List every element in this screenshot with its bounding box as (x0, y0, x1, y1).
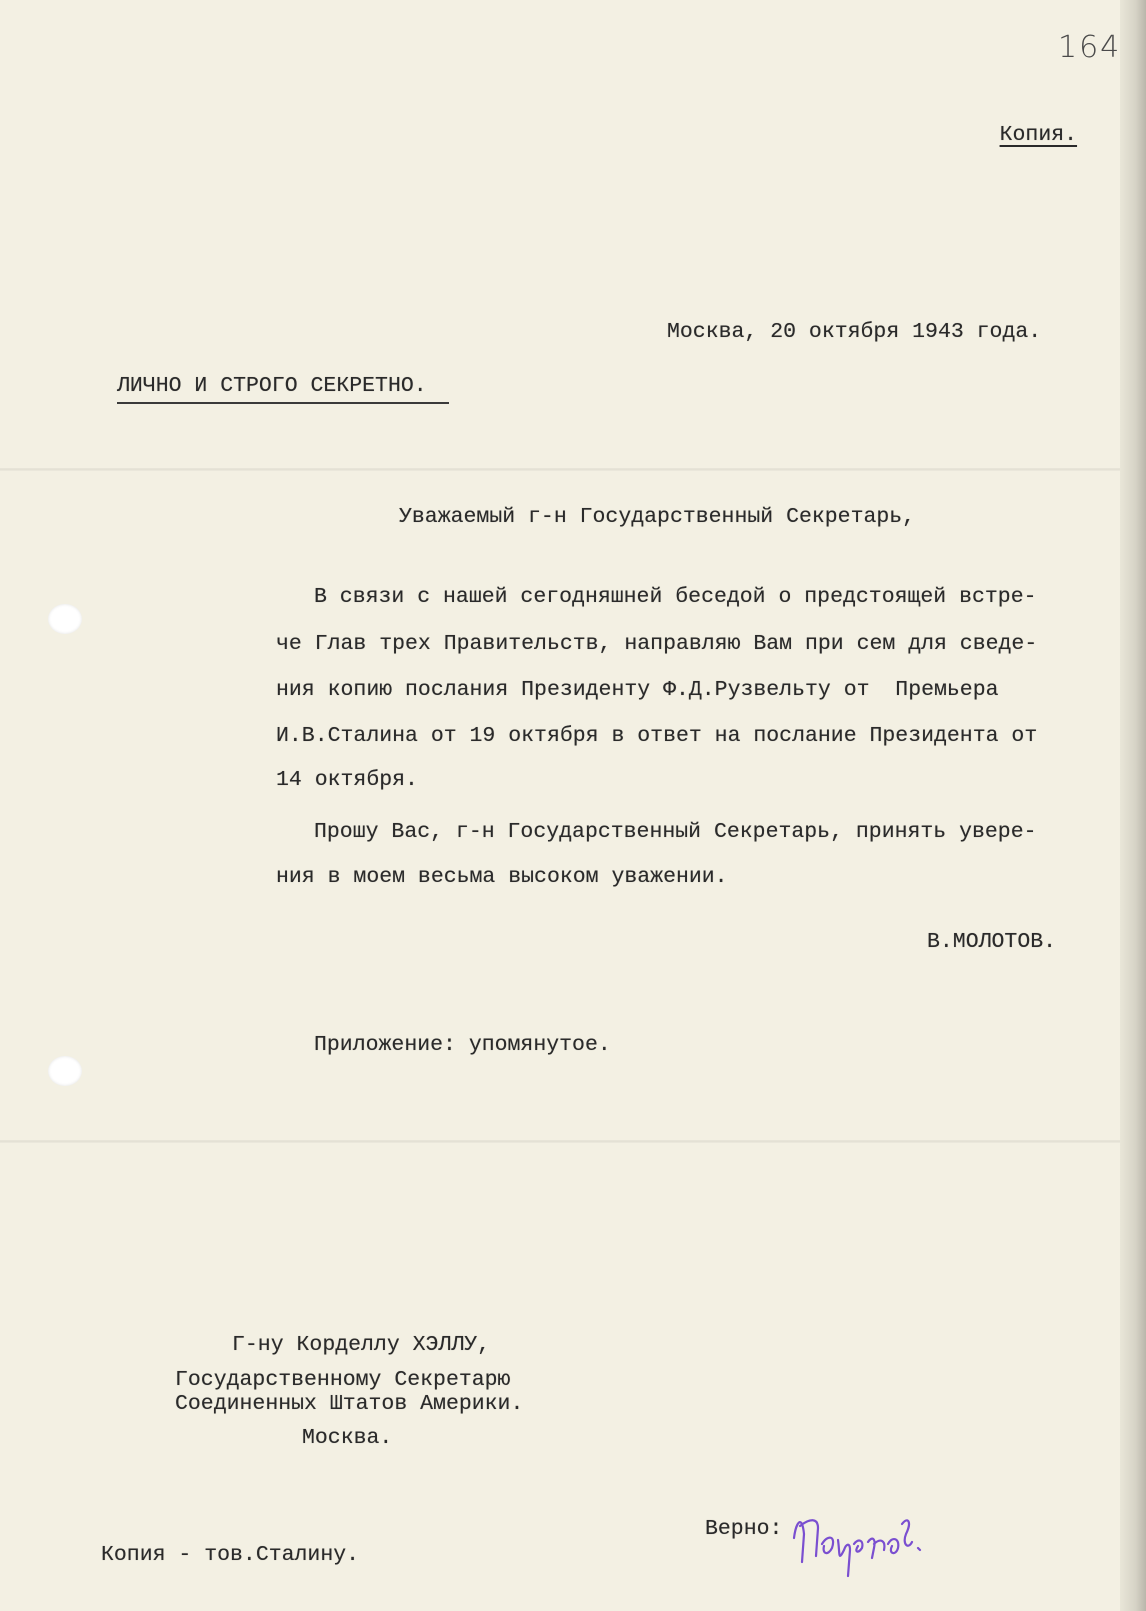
handwritten-signature (788, 1504, 928, 1584)
body-line: 14 октября. (276, 768, 418, 792)
body-line: ния копию послания Президенту Ф.Д.Рузвельту от Премьера (276, 678, 999, 702)
addressee-line: Москва. (302, 1426, 393, 1450)
copy-mark (948, 103, 1077, 168)
addressee-line: Государственному Секретарю (175, 1368, 511, 1392)
signature-typed: В.МОЛОТОВ. (927, 930, 1057, 954)
place-date: Москва, 20 октября 1943 года. (667, 320, 1042, 344)
copy-mark-text: Копия. (999, 122, 1078, 147)
salutation: Уважаемый г-н Государственный Секретарь, (399, 505, 916, 529)
copy-distribution: Копия - тов.Сталину. (101, 1543, 360, 1567)
attachment-note: Приложение: упомянутое. (314, 1033, 611, 1057)
classification-underline (117, 402, 449, 404)
body-line: ния в моем весьма высоком уважении. (276, 865, 728, 889)
body-line: Прошу Вас, г-н Государственный Секретарь, принять увере- (314, 820, 1037, 844)
page-edge-shadow (1120, 0, 1146, 1611)
punch-hole (48, 604, 82, 634)
addressee-line: Соединенных Штатов Америки. (175, 1392, 524, 1416)
classification: ЛИЧНО И СТРОГО СЕКРЕТНО. (117, 374, 427, 398)
body-line: че Глав трех Правительств, направляю Вам при сем для сведе- (276, 632, 1038, 656)
page-number: 164 (1058, 30, 1122, 65)
punch-hole (48, 1056, 82, 1086)
verified-label: Верно: (705, 1517, 783, 1541)
body-line: И.В.Сталина от 19 октября в ответ на послание Президента от (276, 724, 1038, 748)
fold-crease (0, 468, 1120, 471)
fold-crease (0, 1140, 1120, 1143)
body-line: В связи с нашей сегодняшней беседой о предстоящей встре- (314, 585, 1037, 609)
addressee-line: Г-ну Корделлу ХЭЛЛУ, (232, 1333, 491, 1357)
